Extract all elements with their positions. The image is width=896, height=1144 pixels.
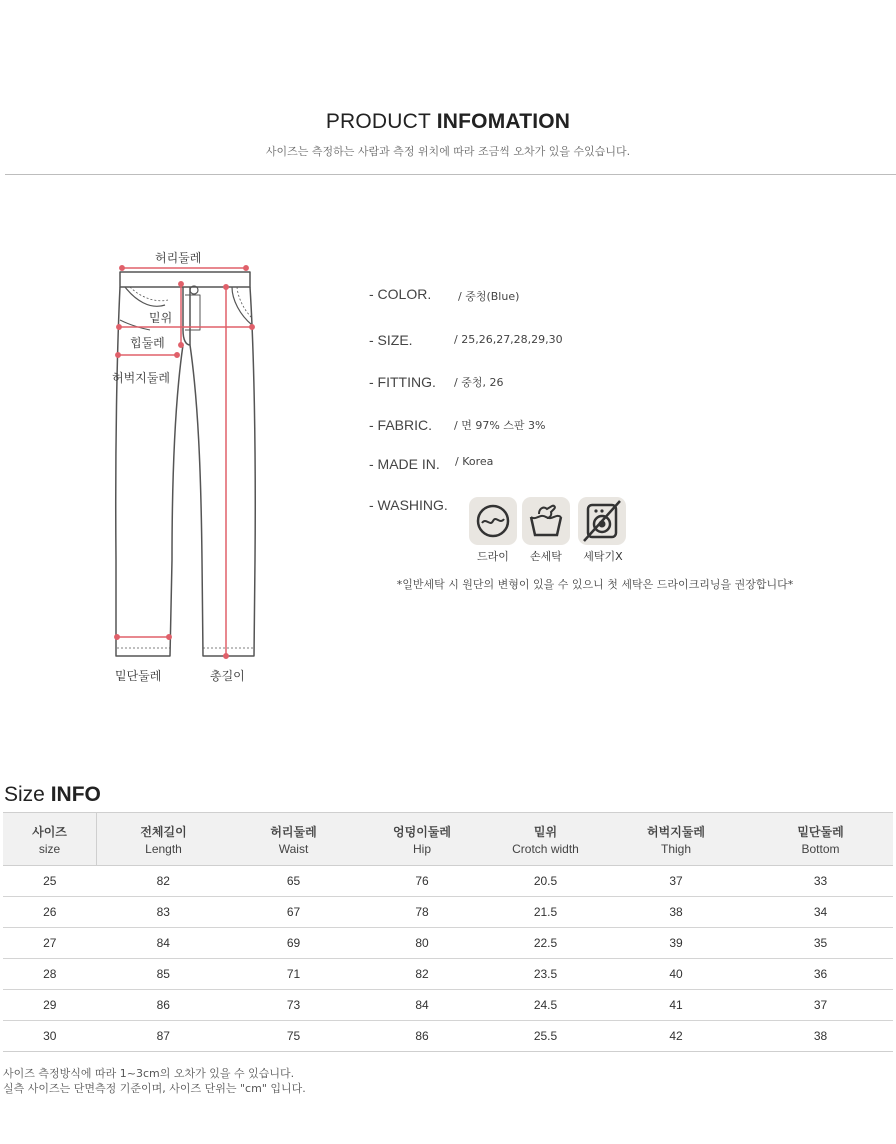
header-en: Thigh [660,841,692,856]
table-cell: 30 [3,1021,97,1052]
fabric-key: - FABRIC. [369,417,433,433]
made-in-value: / Korea [455,455,494,468]
table-cell: 21.5 [487,897,604,928]
size-note-1: 사이즈 측정방식에 따라 1~3cm의 오차가 있을 수 있습니다. [3,1067,295,1080]
table-cell: 39 [604,928,748,959]
table-cell: 71 [230,959,357,990]
table-cell: 75 [230,1021,357,1052]
table-cell: 69 [230,928,357,959]
table-cell: 76 [357,866,487,897]
page-subtitle: 사이즈는 측정하는 사람과 측정 위치에 따라 조금씩 오차가 있을 수있습니다. [265,145,631,158]
table-cell: 34 [748,897,893,928]
label-rise: 밑위 [149,311,173,325]
table-cell: 40 [604,959,748,990]
header-en: size [38,841,61,856]
table-cell: 36 [748,959,893,990]
header-ko: 허벅지둘레 [647,824,705,839]
header-en: Crotch width [512,841,579,856]
washing-key: - WASHING. [369,497,448,513]
table-cell: 26 [3,897,97,928]
header-en: Waist [278,841,309,856]
table-cell: 33 [748,866,893,897]
no-machine-wash-label: 세탁기X [583,550,623,563]
table-cell: 65 [230,866,357,897]
table-cell: 82 [357,959,487,990]
table-cell: 41 [604,990,748,1021]
table-cell: 27 [3,928,97,959]
header-bottom [748,813,893,866]
table-cell: 37 [748,990,893,1021]
hand-wash-label: 손세탁 [530,550,562,563]
table-cell: 80 [357,928,487,959]
table-cell: 73 [230,990,357,1021]
size-table [3,812,893,1052]
fitting-value: / 중청, 26 [454,376,504,389]
table-cell: 38 [748,1021,893,1052]
table-cell: 86 [357,1021,487,1052]
header-en: Bottom [801,841,840,856]
size-key: - SIZE. [369,332,413,348]
table-row [3,897,893,928]
size-note-2: 실측 사이즈는 단면측정 기준이며, 사이즈 단위는 "cm" 입니다. [3,1082,306,1095]
size-value: / 25,26,27,28,29,30 [454,333,563,346]
table-cell: 23.5 [487,959,604,990]
header-ko: 엉덩이둘레 [393,824,451,839]
header-ko: 사이즈 [32,824,67,839]
label-length: 총길이 [210,669,245,683]
header-ko: 전체길이 [140,824,187,839]
dry-clean-label: 드라이 [477,550,509,563]
table-cell: 78 [357,897,487,928]
header-en: Length [145,841,182,856]
header-ko: 허리둘레 [270,824,317,839]
table-header-row [3,813,893,866]
table-cell: 84 [357,990,487,1021]
label-thigh: 허벅지둘레 [112,371,170,385]
table-cell: 83 [97,897,231,928]
no-machine-wash-icon [578,497,626,545]
header-hip [357,813,487,866]
table-cell: 35 [748,928,893,959]
page-title [0,110,896,134]
header-length [97,813,231,866]
color-value: / 중청(Blue) [458,290,520,303]
table-cell: 82 [97,866,231,897]
header-en: Hip [412,841,431,856]
header-ko: 밑위 [533,824,558,839]
table-cell: 84 [97,928,231,959]
table-cell: 24.5 [487,990,604,1021]
size-title-bold: INFO [50,783,101,806]
table-row [3,959,893,990]
color-key: - COLOR. [369,286,432,302]
fabric-value: / 면 97% 스판 3% [454,419,546,432]
table-row [3,866,893,897]
table-row [3,1021,893,1052]
washing-note: *일반세탁 시 원단의 변형이 있을 수 있으니 첫 세탁은 드라이크리닝을 권장합니다* [396,578,794,591]
table-row [3,928,893,959]
table-cell: 25 [3,866,97,897]
header-waist [230,813,357,866]
size-info-title [4,783,101,807]
table-cell: 67 [230,897,357,928]
table-cell: 86 [97,990,231,1021]
header-thigh [604,813,748,866]
header-size [3,813,97,866]
table-cell: 22.5 [487,928,604,959]
title-bold: INFOMATION [436,110,571,133]
dry-clean-icon [469,497,517,545]
table-cell: 20.5 [487,866,604,897]
header-crotch [487,813,604,866]
label-waist: 허리둘레 [155,251,202,265]
table-cell: 85 [97,959,231,990]
fitting-key: - FITTING. [369,374,436,390]
table-cell: 25.5 [487,1021,604,1052]
made-in-key: - MADE IN. [369,456,440,472]
table-cell: 29 [3,990,97,1021]
size-title-light: Size [4,783,45,806]
title-light: PRODUCT [325,110,431,133]
label-hip: 힙둘레 [130,336,165,350]
table-cell: 42 [604,1021,748,1052]
divider [5,174,896,175]
table-cell: 38 [604,897,748,928]
pants-diagram [100,250,280,670]
label-hem: 밑단둘레 [115,669,162,683]
hand-wash-icon [522,497,570,545]
table-cell: 87 [97,1021,231,1052]
table-cell: 28 [3,959,97,990]
table-row [3,990,893,1021]
header-ko: 밑단둘레 [797,824,844,839]
table-cell: 37 [604,866,748,897]
